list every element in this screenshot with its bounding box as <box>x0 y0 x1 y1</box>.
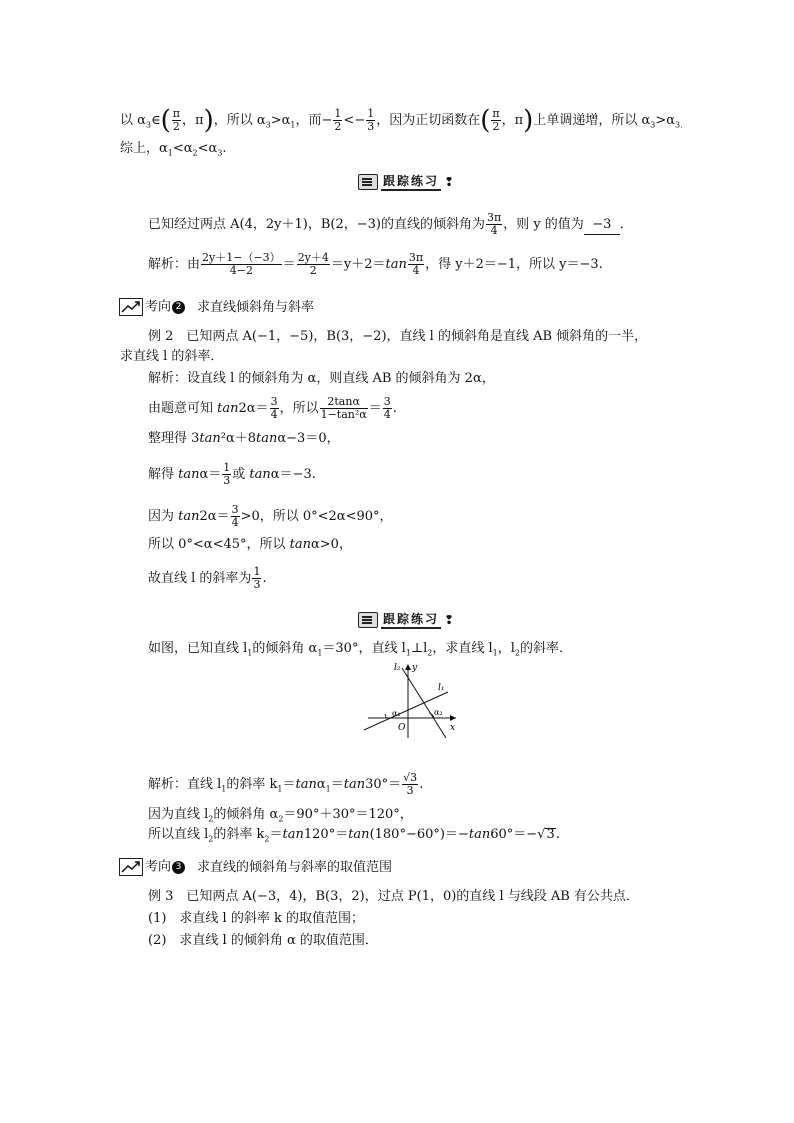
label-origin: O <box>398 723 406 733</box>
label-alpha1: α₁ <box>392 709 401 718</box>
line-conclusion-1: 以 $\alpha_3\in$( $\frac{\pi}{2}$ ，π)，所以 $\alpha_3>\alpha_1$，而− $\frac{1}{2}$ <− $\frac{1}{3}$ ，因为正切函数在( $\frac{\pi}{2}$ ，π)上单调递增，所以 $\alpha_3>\alpha_{3.}$ <box>120 105 683 136</box>
label-l1: l₁ <box>438 683 445 693</box>
answer-blank: −3 <box>584 216 620 235</box>
perpendicular-lines-figure <box>360 660 460 740</box>
example-2-line-d: 由题意可知 tan2α＝ $\frac{3}{4}$ ，所以 $\frac{2\tan\alpha}{\text{1−tan²α}}$ ＝ $\frac{3}{4}$ . <box>148 395 397 421</box>
example-3-line-b: (1) 求直线 l 的斜率 k 的取值范围； <box>148 911 364 926</box>
practice-banner-2: 跟踪练习 ❢ <box>358 610 454 629</box>
practice-solution-2b: 因为直线 $l_2$的倾斜角 $\alpha_2=90^\circ+30^\circ=120^\circ$， <box>148 807 413 824</box>
example-2-line-c: 解析：设直线 l 的倾斜角为 α，则直线 AB 的倾斜角为 2α， <box>148 371 495 386</box>
practice-question-2: 如图，已知直线 $l_1$的倾斜角 $\alpha_1=30^\circ$，直线 $l_1\perp l_2$，求直线 $l_1$，$l_2$的斜率． <box>148 641 572 658</box>
section-heading-3: 考向 3 求直线的倾斜角与斜率的取值范围 <box>119 858 392 877</box>
label-l2: l₂ <box>394 663 401 673</box>
practice-solution-1: 解析：由 $\frac{2y+1-(-3)}{4-2}$ ＝ $\frac{2y+4}{2}$ ＝y＋2＝tan $\frac{3\pi}{4}$ ，得 y＋2＝−1，所以 y＝−3. <box>148 251 603 277</box>
exclamation-icon: ❢ <box>444 174 455 189</box>
example-2-line-e: 整理得 3tan²α＋8tanα−3＝0， <box>148 431 340 446</box>
practice-banner: 跟踪练习 ❢ <box>358 172 454 191</box>
section-title: 求直线倾斜角与斜率 <box>197 299 315 315</box>
section-heading-2: 考向 2 求直线倾斜角与斜率 <box>119 298 314 317</box>
practice-solution-2c: 所以直线 $l_2$的斜率 $k_2=\tan 120^\circ=\tan(180^\circ-60^\circ)=-\tan 60^\circ=-√3$. <box>148 827 560 844</box>
section-number-badge: 3 <box>172 861 185 874</box>
example-2-line-g: 因为 tan2α＝ $\frac{3}{4}$ >0，所以 0°<2α<90°， <box>148 503 393 529</box>
section-title: 求直线的倾斜角与斜率的取值范围 <box>197 859 393 875</box>
label-y: y <box>412 663 418 673</box>
section-number-badge: 2 <box>172 301 185 314</box>
example-2-line-h: 所以 0°<α<45°，所以 tanα>0， <box>148 537 352 552</box>
example-3-line-a: 例 3 已知两点 A(−3，4)，B(3，2)，过点 P(1，0)的直线 l 与线段 AB 有公共点． <box>148 889 639 904</box>
x-axis-arrow <box>450 715 456 721</box>
line-conclusion-2: 综上，$\alpha_1<\alpha_2<\alpha_3$. <box>120 141 227 158</box>
example-3-line-c: (2) 求直线 l 的倾斜角 α 的取值范围． <box>148 933 378 948</box>
book-icon <box>358 174 378 190</box>
right-paren: ) <box>203 105 214 136</box>
book-icon <box>358 612 378 628</box>
label-x: x <box>450 723 456 733</box>
example-2-line-b: 求直线 l 的斜率． <box>120 349 224 364</box>
example-2-line-a: 例 2 已知两点 A(−1，−5)，B(3，−2)，直线 l 的倾斜角是直线 AB 倾斜角的一半， <box>148 329 648 344</box>
trend-icon <box>119 858 143 876</box>
practice-solution-2a: 解析：直线 $l_1$的斜率 $k_1=\tan\alpha_1=\tan 30^\circ=$ $\frac{√3}{3}$ . <box>148 771 424 797</box>
fraction-pi-over-2: $\frac{\pi}{2}$ <box>172 107 181 133</box>
line-l2 <box>402 668 446 738</box>
exclamation-icon: ❢ <box>444 612 455 627</box>
example-2-line-f: 解得 tanα＝ $\frac{1}{3}$ 或 tanα＝−3. <box>148 461 316 487</box>
practice-question-1: 已知经过两点 A(4，2y＋1)，B(2，−3)的直线的倾斜角为 $\frac{3\pi}{4}$ ，则 y 的值为 −3 ． <box>148 211 633 237</box>
fraction-third: $\frac{1}{3}$ <box>367 107 375 133</box>
fraction-half: $\frac{1}{2}$ <box>334 107 342 133</box>
trend-icon <box>119 298 143 316</box>
angle-a1-arc <box>385 714 386 718</box>
y-axis-arrow <box>405 664 411 670</box>
example-2-line-i: 故直线 l 的斜率为 $\frac{1}{3}$ . <box>148 565 267 591</box>
left-paren: ( <box>160 105 171 136</box>
label-alpha2: α₂ <box>434 708 443 717</box>
